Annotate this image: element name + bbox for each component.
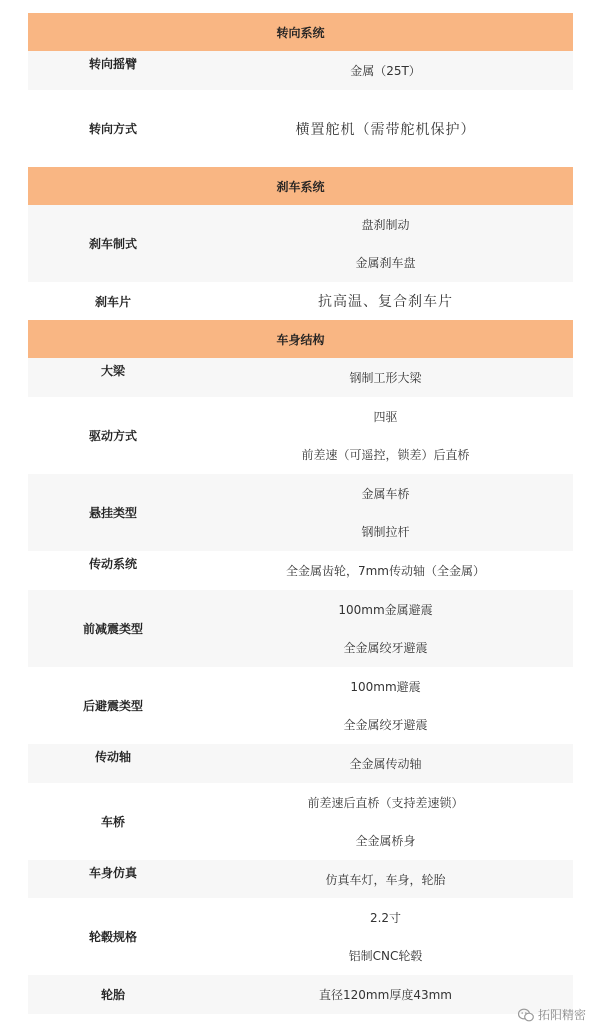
row-values	[198, 474, 573, 551]
row-value: 铝制CNC轮毂	[348, 949, 423, 964]
row-value: 2.2寸	[369, 910, 402, 925]
table-row	[28, 551, 573, 590]
table-row	[28, 282, 573, 320]
row-value: 金属（25T）	[350, 64, 421, 78]
table-row	[28, 590, 573, 667]
table-row	[28, 860, 573, 898]
row-value: 盘刹制动	[361, 217, 410, 232]
row-values	[198, 90, 573, 167]
row-label: 悬挂类型	[88, 506, 137, 520]
row-value: 仿真车灯，车身，轮胎	[325, 872, 446, 887]
row-label: 转向摇臂	[88, 57, 137, 71]
row-label: 传动轴	[94, 750, 131, 764]
row-values	[198, 51, 573, 90]
row-label: 车身仿真	[88, 866, 137, 880]
row-values	[198, 744, 573, 783]
table-row	[28, 51, 573, 90]
table-row	[28, 744, 573, 783]
row-label: 轮毂规格	[88, 930, 137, 944]
row-value: 金属刹车盘	[355, 256, 416, 271]
section-header-brake: 刹车系统	[28, 167, 573, 205]
row-value: 直径120mm厚度43mm	[319, 988, 452, 1002]
row-value: 金属车桥	[361, 486, 410, 501]
table-row	[28, 783, 573, 860]
watermark-text: 拓阳精密	[537, 1008, 586, 1022]
section-header-steering: 转向系统	[28, 13, 573, 51]
row-value: 全金属齿轮，7mm传动轴（全金属）	[285, 564, 485, 578]
row-value: 全金属绞牙避震	[343, 641, 428, 656]
table-row	[28, 205, 573, 282]
row-label: 后避震类型	[82, 699, 143, 713]
row-label: 驱动方式	[88, 429, 137, 443]
table-row	[28, 474, 573, 551]
row-values	[198, 975, 573, 1014]
row-label: 车桥	[100, 815, 125, 829]
row-values	[198, 590, 573, 667]
row-values	[198, 282, 573, 320]
watermark	[518, 1006, 586, 1023]
table-row	[28, 397, 573, 474]
row-values	[198, 667, 573, 744]
wechat-icon	[518, 1008, 534, 1022]
row-value: 100mm避震	[350, 679, 421, 694]
section-header-body: 车身结构	[28, 320, 573, 358]
spec-table	[28, 13, 573, 1014]
row-value: 横置舵机（需带舵机保护）	[295, 121, 476, 138]
row-label: 刹车制式	[88, 237, 137, 251]
row-label: 前减震类型	[82, 622, 143, 636]
row-value: 四驱	[373, 409, 398, 424]
row-label: 传动系统	[88, 557, 137, 571]
table-row	[28, 667, 573, 744]
row-label: 转向方式	[88, 122, 137, 136]
row-values	[198, 358, 573, 397]
table-row	[28, 975, 573, 1014]
row-label: 大梁	[100, 364, 125, 378]
row-values	[198, 205, 573, 282]
row-label: 轮胎	[100, 988, 125, 1002]
table-row	[28, 358, 573, 397]
row-values	[198, 783, 573, 860]
table-row	[28, 90, 573, 167]
row-value: 钢制拉杆	[361, 525, 410, 540]
row-value: 前差速（可遥控，锁差）后直桥	[301, 448, 470, 463]
row-values	[198, 860, 573, 898]
row-value: 前差速后直桥（支持差速锁）	[307, 795, 464, 810]
table-row	[28, 898, 573, 975]
row-label: 刹车片	[94, 294, 131, 309]
row-values	[198, 551, 573, 590]
row-value: 全金属传动轴	[349, 757, 422, 771]
row-value: 抗高温、复合刹车片	[318, 294, 453, 310]
row-values	[198, 898, 573, 975]
row-value: 全金属绞牙避震	[343, 718, 428, 733]
row-values	[198, 397, 573, 474]
row-value: 100mm金属避震	[338, 602, 433, 617]
row-value: 钢制工形大梁	[349, 371, 422, 385]
row-value: 全金属桥身	[355, 834, 416, 849]
